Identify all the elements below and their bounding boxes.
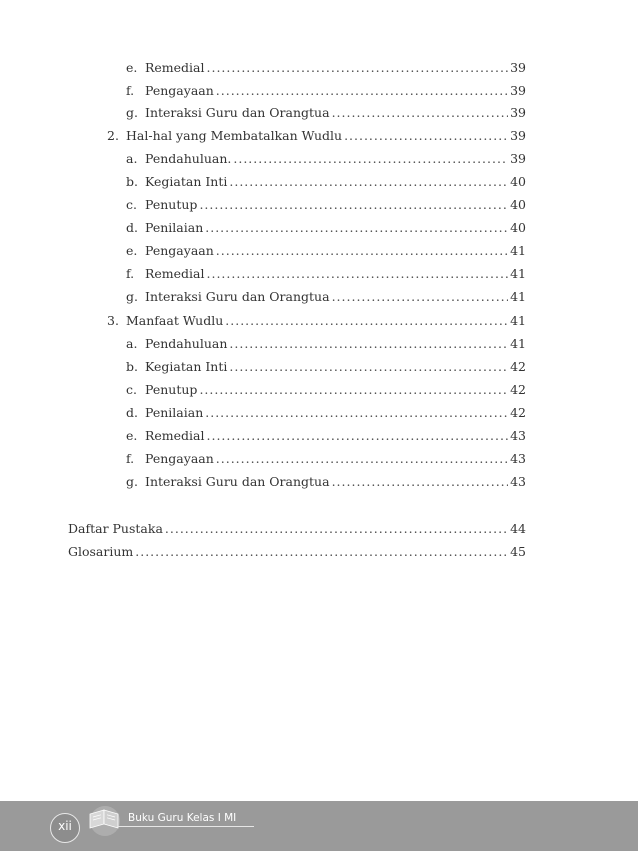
toc-entry[interactable]	[126, 474, 526, 490]
toc-entry[interactable]	[107, 313, 526, 329]
toc-entry[interactable]	[126, 266, 526, 282]
toc-leader-dots	[135, 544, 508, 560]
toc-entry-label: Glosarium	[68, 544, 134, 559]
toc-entry-label: Penutup	[145, 197, 198, 212]
toc-entry-page: 39	[510, 83, 526, 98]
toc-leader-dots	[207, 428, 508, 444]
toc-entry[interactable]	[126, 105, 526, 121]
toc-entry-number: f.	[126, 266, 135, 281]
toc-entry-label: Pendahuluan	[145, 336, 228, 351]
toc-leader-dots	[165, 521, 508, 537]
toc-entry-number: a.	[126, 151, 138, 166]
toc-entry-page: 39	[510, 151, 526, 166]
toc-entry-page: 41	[510, 336, 526, 351]
toc-entry-number: e.	[126, 428, 138, 443]
toc-entry[interactable]	[107, 128, 526, 144]
toc-entry-page: 42	[510, 382, 526, 397]
toc-entry-number: c.	[126, 197, 137, 212]
toc-entry-page: 40	[510, 220, 526, 235]
toc-entry-number: e.	[126, 60, 138, 75]
toc-entry[interactable]	[126, 289, 526, 305]
toc-leader-dots	[344, 128, 508, 144]
toc-entry-number: b.	[126, 174, 138, 189]
toc-entry[interactable]	[126, 428, 526, 444]
toc-entry-page: 39	[510, 128, 526, 143]
toc-leader-dots	[229, 336, 508, 352]
book-icon	[80, 804, 126, 840]
toc-entry-number: e.	[126, 243, 138, 258]
toc-entry-label: Pengayaan	[145, 83, 214, 98]
toc-entry-page: 44	[510, 521, 526, 536]
toc-leader-dots	[332, 105, 508, 121]
toc-leader-dots	[207, 60, 508, 76]
toc-entry[interactable]	[126, 451, 526, 467]
toc-leader-dots	[225, 313, 508, 329]
toc-entry-label: Manfaat Wudlu	[126, 313, 224, 328]
toc-leader-dots	[205, 405, 508, 421]
toc-entry-number: g.	[126, 289, 138, 304]
toc-entry-label: Remedial	[145, 428, 205, 443]
toc-entry-label: Remedial	[145, 60, 205, 75]
toc-entry-label: Penilaian	[145, 405, 204, 420]
toc-entry[interactable]	[126, 151, 526, 167]
toc-entry[interactable]	[126, 83, 526, 99]
toc-entry-page: 40	[510, 174, 526, 189]
toc-leader-dots	[199, 382, 508, 398]
toc-entry-page: 45	[510, 544, 526, 559]
toc-entry-page: 39	[510, 105, 526, 120]
toc-entry-label: Interaksi Guru dan Orangtua	[145, 474, 330, 489]
toc-leader-dots	[207, 266, 508, 282]
toc-entry[interactable]	[126, 382, 526, 398]
toc-entry-page: 41	[510, 243, 526, 258]
footer-divider	[118, 826, 254, 827]
toc-entry-label: Penutup	[145, 382, 198, 397]
toc-entry-page: 41	[510, 289, 526, 304]
toc-entry-label: Daftar Pustaka	[68, 521, 163, 536]
toc-entry[interactable]	[126, 243, 526, 259]
toc-entry-label: Pendahuluan.	[145, 151, 232, 166]
toc-entry[interactable]	[126, 60, 526, 76]
toc-leader-dots	[332, 289, 508, 305]
footer-book-title: Buku Guru Kelas I MI	[128, 812, 237, 824]
toc-entry-number: b.	[126, 359, 138, 374]
toc-leader-dots	[216, 243, 508, 259]
toc-entry-number: a.	[126, 336, 138, 351]
toc-entry-label: Kegiatan Inti	[145, 174, 228, 189]
toc-entry-label: Penilaian	[145, 220, 204, 235]
toc-entry-number: f.	[126, 83, 135, 98]
toc-entry-number: g.	[126, 105, 138, 120]
toc-entry-page: 39	[510, 60, 526, 75]
toc-entry-page: 43	[510, 451, 526, 466]
toc-entry-label: Pengayaan	[145, 451, 214, 466]
toc-entry[interactable]	[126, 220, 526, 236]
toc-leader-dots	[199, 197, 508, 213]
toc-entry-glosarium[interactable]	[68, 544, 526, 560]
toc-leader-dots	[205, 220, 508, 236]
toc-entry[interactable]	[126, 174, 526, 190]
toc-entry-page: 43	[510, 428, 526, 443]
toc-entry-number: d.	[126, 220, 138, 235]
toc-entry-number: f.	[126, 451, 135, 466]
toc-entry-label: Pengayaan	[145, 243, 214, 258]
toc-entry-page: 41	[510, 313, 526, 328]
toc-entry-number: g.	[126, 474, 138, 489]
toc-leader-dots	[229, 174, 508, 190]
toc-leader-dots	[233, 151, 508, 167]
toc-entry-page: 40	[510, 197, 526, 212]
toc-entry-label: Remedial	[145, 266, 205, 281]
toc-entry[interactable]	[126, 336, 526, 352]
toc-entry-daftar-pustaka[interactable]	[68, 521, 526, 537]
page-number: xii	[58, 819, 72, 833]
toc-leader-dots	[332, 474, 508, 490]
toc-leader-dots	[216, 451, 508, 467]
toc-entry-label: Interaksi Guru dan Orangtua	[145, 289, 330, 304]
toc-entry[interactable]	[126, 359, 526, 375]
toc-entry-number: d.	[126, 405, 138, 420]
toc-entry-page: 43	[510, 474, 526, 489]
toc-entry-label: Kegiatan Inti	[145, 359, 228, 374]
toc-entry-page: 42	[510, 359, 526, 374]
toc-leader-dots	[229, 359, 508, 375]
toc-entry-page: 41	[510, 266, 526, 281]
toc-entry-label: Hal-hal yang Membatalkan Wudlu	[126, 128, 343, 143]
toc-entry-number: 3.	[107, 313, 119, 328]
toc-entry[interactable]	[126, 405, 526, 421]
toc-entry[interactable]	[126, 197, 526, 213]
toc-entry-page: 42	[510, 405, 526, 420]
toc-leader-dots	[216, 83, 508, 99]
toc-entry-number: 2.	[107, 128, 119, 143]
toc-entry-label: Interaksi Guru dan Orangtua	[145, 105, 330, 120]
toc-entry-number: c.	[126, 382, 137, 397]
